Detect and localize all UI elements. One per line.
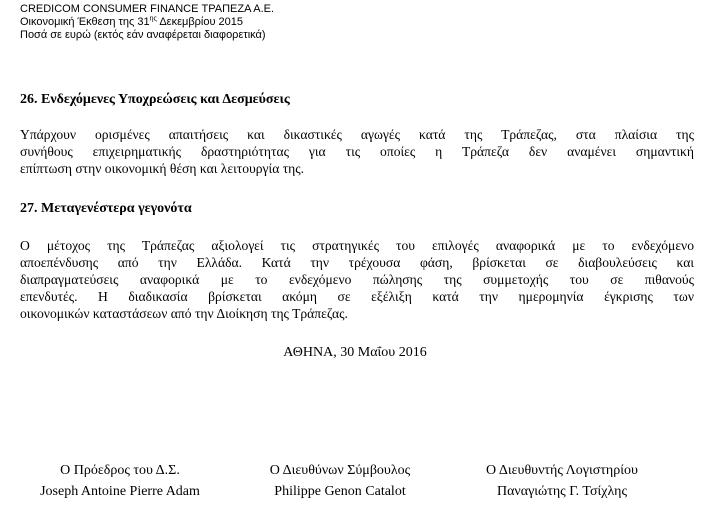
company-name: CREDICOM CONSUMER FINANCE ΤΡΑΠΕΖΑ Α.Ε. (20, 3, 275, 15)
section-26-heading-block (20, 91, 694, 108)
report-title-suffix: Δεκεμβρίου 2015 (156, 16, 244, 28)
date-line: ΑΘΗΝΑ, 30 Μαΐου 2016 (283, 345, 427, 360)
section-27-heading-block (20, 200, 694, 217)
currency-note: Ποσά σε ευρώ (εκτός εάν αναφέρεται διαφορετικά) (20, 29, 266, 41)
signatory-title: Ο Πρόεδρος του Δ.Σ. (60, 463, 180, 478)
section-heading: 27. Μεταγενέστερα γεγονότα (20, 201, 192, 216)
report-title-ordinal: ης (149, 15, 157, 23)
paragraph-line: συνήθους επιχειρηματικής δραστηριότητας για τις οποίες η Τράπεζα δεν αναμένει σημαντική (20, 144, 694, 159)
section-heading: 26. Ενδεχόμενες Υποχρεώσεις και Δεσμεύσεις (20, 92, 290, 107)
paragraph-line: Ο μέτοχος της Τράπεζας αξιολογεί τις στρατηγικές του επιλογές αναφορικά με το ενδεχόμενο (20, 238, 694, 253)
paragraph-line: επίπτωση στην οικονομική θέση και λειτουργία της. (20, 161, 305, 176)
signatory-chief-accountant (447, 460, 677, 502)
signatory-title: Ο Διευθύνων Σύμβουλος (269, 463, 411, 478)
paragraph (20, 126, 694, 177)
signatory-name: Philippe Genon Catalot (274, 484, 406, 499)
paragraph-line: διαπραγματεύσεις αναφορικά με το ενδεχόμενο πώλησης της συμμετοχής του σε πιθανούς (20, 272, 694, 287)
signatory-ceo (225, 460, 455, 502)
signatory-name: Joseph Antoine Pierre Adam (40, 484, 200, 499)
section-27-paragraph (20, 237, 694, 322)
paragraph-line: αποεπένδυσης από την Ελλάδα. Κατά την τρέχουσα φάση, βρίσκεται σε διαβουλεύσεις και (20, 255, 694, 270)
paragraph (20, 237, 694, 322)
paragraph-line: οικονομικών καταστάσεων από την Διοίκηση της Τράπεζας. (20, 306, 348, 321)
signatory-name: Παναγιώτης Γ. Τσίχλης (496, 484, 628, 499)
report-title-prefix: Οικονομική Έκθεση της 31 (20, 16, 150, 28)
page-header (20, 3, 274, 42)
signatory-title: Ο Διευθυντής Λογιστηρίου (486, 463, 638, 478)
report-title (20, 16, 274, 29)
paragraph-line: Υπάρχουν ορισμένες απαιτήσεις και δικαστικές αγωγές κατά της Τράπεζας, στα πλαίσια της (20, 127, 694, 142)
paragraph-line: επενδυτές. Η διαδικασία βρίσκεται ακόμη σε εξέλιξη κατά την ημερομηνία έγκρισης των (20, 289, 694, 304)
section-26-paragraph (20, 126, 694, 177)
signatory-chairman (5, 460, 235, 502)
